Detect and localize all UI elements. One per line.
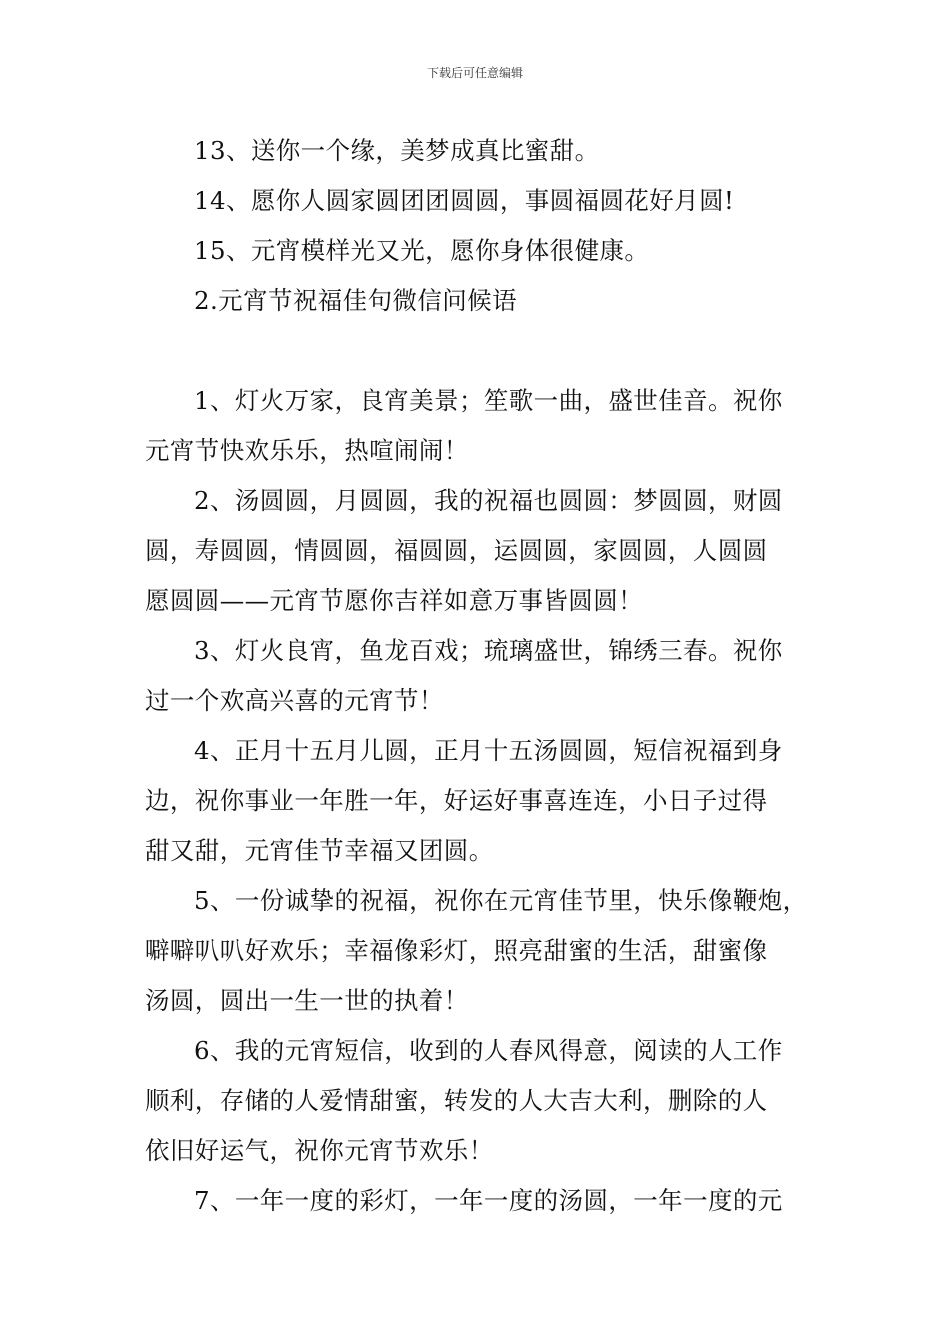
paragraph-line: 4、正月十五月儿圆，正月十五汤圆圆，短信祝福到身	[194, 736, 783, 765]
paragraph-line: 7、一年一度的彩灯，一年一度的汤圆，一年一度的元	[194, 1186, 783, 1215]
paragraph-line: 顺利，存储的人爱情甜蜜，转发的人大吉大利，删除的人	[145, 1086, 768, 1115]
paragraph-1	[145, 376, 810, 476]
paragraph-line: 甜又甜，元宵佳节幸福又团圆。	[145, 836, 494, 865]
list-item-13: 13、送你一个缘，美梦成真比蜜甜。	[194, 136, 600, 165]
paragraph-5	[145, 876, 810, 1026]
paragraph-line: 2、汤圆圆，月圆圆，我的祝福也圆圆：梦圆圆，财圆	[194, 486, 783, 515]
paragraph-line: 过一个欢高兴喜的元宵节！	[145, 686, 444, 715]
paragraph-line: 愿圆圆——元宵节愿你吉祥如意万事皆圆圆！	[145, 586, 643, 615]
paragraph-line: 3、灯火良宵，鱼龙百戏；琉璃盛世，锦绣三春。祝你	[194, 636, 783, 665]
section-spacer	[145, 326, 810, 376]
paragraph-line: 依旧好运气，祝你元宵节欢乐！	[145, 1136, 494, 1165]
paragraph-line: 噼噼叭叭好欢乐；幸福像彩灯，照亮甜蜜的生活，甜蜜像	[145, 936, 768, 965]
paragraph-line: 5、一份诚挚的祝福，祝你在元宵佳节里，快乐像鞭炮，	[194, 886, 808, 915]
paragraph-7	[145, 1176, 810, 1226]
paragraph-line: 元宵节快欢乐乐，热喧闹闹！	[145, 436, 469, 465]
document-body	[145, 126, 810, 1226]
paragraph-6	[145, 1026, 810, 1176]
page-header: 下载后可任意编辑	[426, 66, 523, 80]
list-item-15: 15、元宵模样光又光，愿你身体很健康。	[194, 236, 650, 265]
paragraph-4	[145, 726, 810, 876]
paragraph-line: 1、灯火万家，良宵美景；笙歌一曲，盛世佳音。祝你	[194, 386, 783, 415]
section-title: 2.元宵节祝福佳句微信问候语	[194, 286, 517, 315]
paragraph-line: 6、我的元宵短信，收到的人春风得意，阅读的人工作	[194, 1036, 783, 1065]
paragraph-line: 圆，寿圆圆，情圆圆，福圆圆，运圆圆，家圆圆，人圆圆	[145, 536, 768, 565]
paragraph-2	[145, 476, 810, 626]
paragraph-line: 边，祝你事业一年胜一年，好运好事喜连连，小日子过得	[145, 786, 768, 815]
list-item-14: 14、愿你人圆家圆团团圆圆，事圆福圆花好月圆!	[194, 186, 735, 215]
paragraph-line: 汤圆，圆出一生一世的执着！	[145, 986, 469, 1015]
paragraph-3	[145, 626, 810, 726]
